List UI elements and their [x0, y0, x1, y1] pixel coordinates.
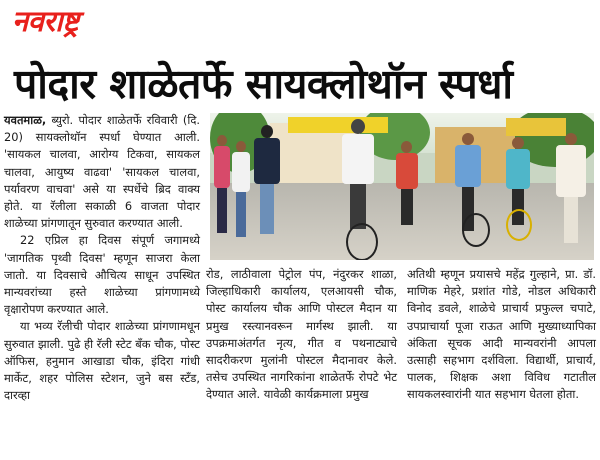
photo-person — [254, 125, 280, 237]
photo-bike-wheel — [346, 223, 378, 260]
article-paragraph-1 — [4, 112, 200, 232]
article-paragraph-2: 22 एप्रिल हा दिवस संपूर्ण जगामध्ये 'जागतिक पृथ्वी दिवस' म्हणून साजरा केला जातो. या दिवसाचे औचित्य साधून उपस्थित मान्यवरांच्या हस्ते शाळेच्या प्रांगणामध्ये वृक्षारोपण करण्यात आले. — [4, 233, 200, 317]
article-column-2: रोड, लाठीवाला पेट्रोल पंप, नंदुरकर शाळा, जिल्हाधिकारी कार्यालय, एलआयसी चौक, पोस्ट कार्यालय चौक आणि पोस्टल मैदान या प्रमुख रस्त्यानवरून मार्गस्थ झाली. या उपक्रमाअंतर्गत नृत्य, गीत व पथनाट्याचे सादरीकरण मुलांनी पोस्टल मैदानावर केले. तसेच उपस्थित नागरिकांना शाळेतर्फे रोपटे भेट देण्यात आले. यावेळी कार्यक्रमाला प्रमुख — [206, 267, 397, 402]
paragraph-1-text: ब्युरो. पोदार शाळेतर्फे रविवारी (दि. 20) सायक्लोथॉन स्पर्धा घेण्यात आली. 'सायकल चालवा, आरोग्य टिकवा, सायकल चालवा, आयुष्य वाढवा' 'सायकल चालवा, पर्यावरण वाचवा' असे या स्पर्धेचे ब्रिद वाक्य होते. या रॅलीला सकाळी 6 वाजता पोदार शाळेच्या प्रांगणातून सुरुवात करण्यात आली. — [4, 113, 200, 231]
article-column-1 — [4, 112, 200, 404]
photo-bike-wheel — [506, 209, 532, 241]
photo-person — [232, 141, 250, 241]
cyclothon-rally-photo — [210, 113, 594, 260]
dateline: यवतमाळ, — [4, 113, 47, 127]
photo-cyclist — [396, 141, 418, 251]
article-column-3: अतिथी म्हणून प्रयासचे महेंद्र गुल्हाने, प्रा. डॉ. माणिक मेहरे, प्रशांत गोडे, नोडल अधिकारी विनोद डवले, शाळेचे प्राचार्य प्रफुल्ल चपाटे, उपप्राचार्या पूजा राऊत आणि मुख्याध्यापिका अंकिता सूचक आदी मान्यवरांनी आपला उत्साही सहभाग दर्शविला. विद्यार्थी, प्राचार्य, पालक, शिक्षक अशा विविध गटातील सायकलस्वारांनी यात सहभाग घेतला होता. — [407, 267, 596, 402]
newspaper-masthead: नवराष्ट्र — [12, 4, 79, 38]
article-paragraph-3: या भव्य रॅलीची पोदार शाळेच्या प्रांगणामधून सुरुवात झाली. पुढे ही रॅली स्टेट बँक चौक, पोस्ट ऑफिस, हनुमान आखाडा चौक, इंदिरा गांधी मार्केट, शहर पोलिस स्टेशन, जुने बस स्टँड, दारव्हा — [4, 319, 200, 403]
photo-person — [556, 133, 586, 253]
article-headline: पोदार शाळेतर्फे सायक्लोथॉन स्पर्धा — [14, 60, 513, 108]
photo-person — [214, 135, 230, 235]
photo-bike-wheel — [462, 213, 490, 247]
